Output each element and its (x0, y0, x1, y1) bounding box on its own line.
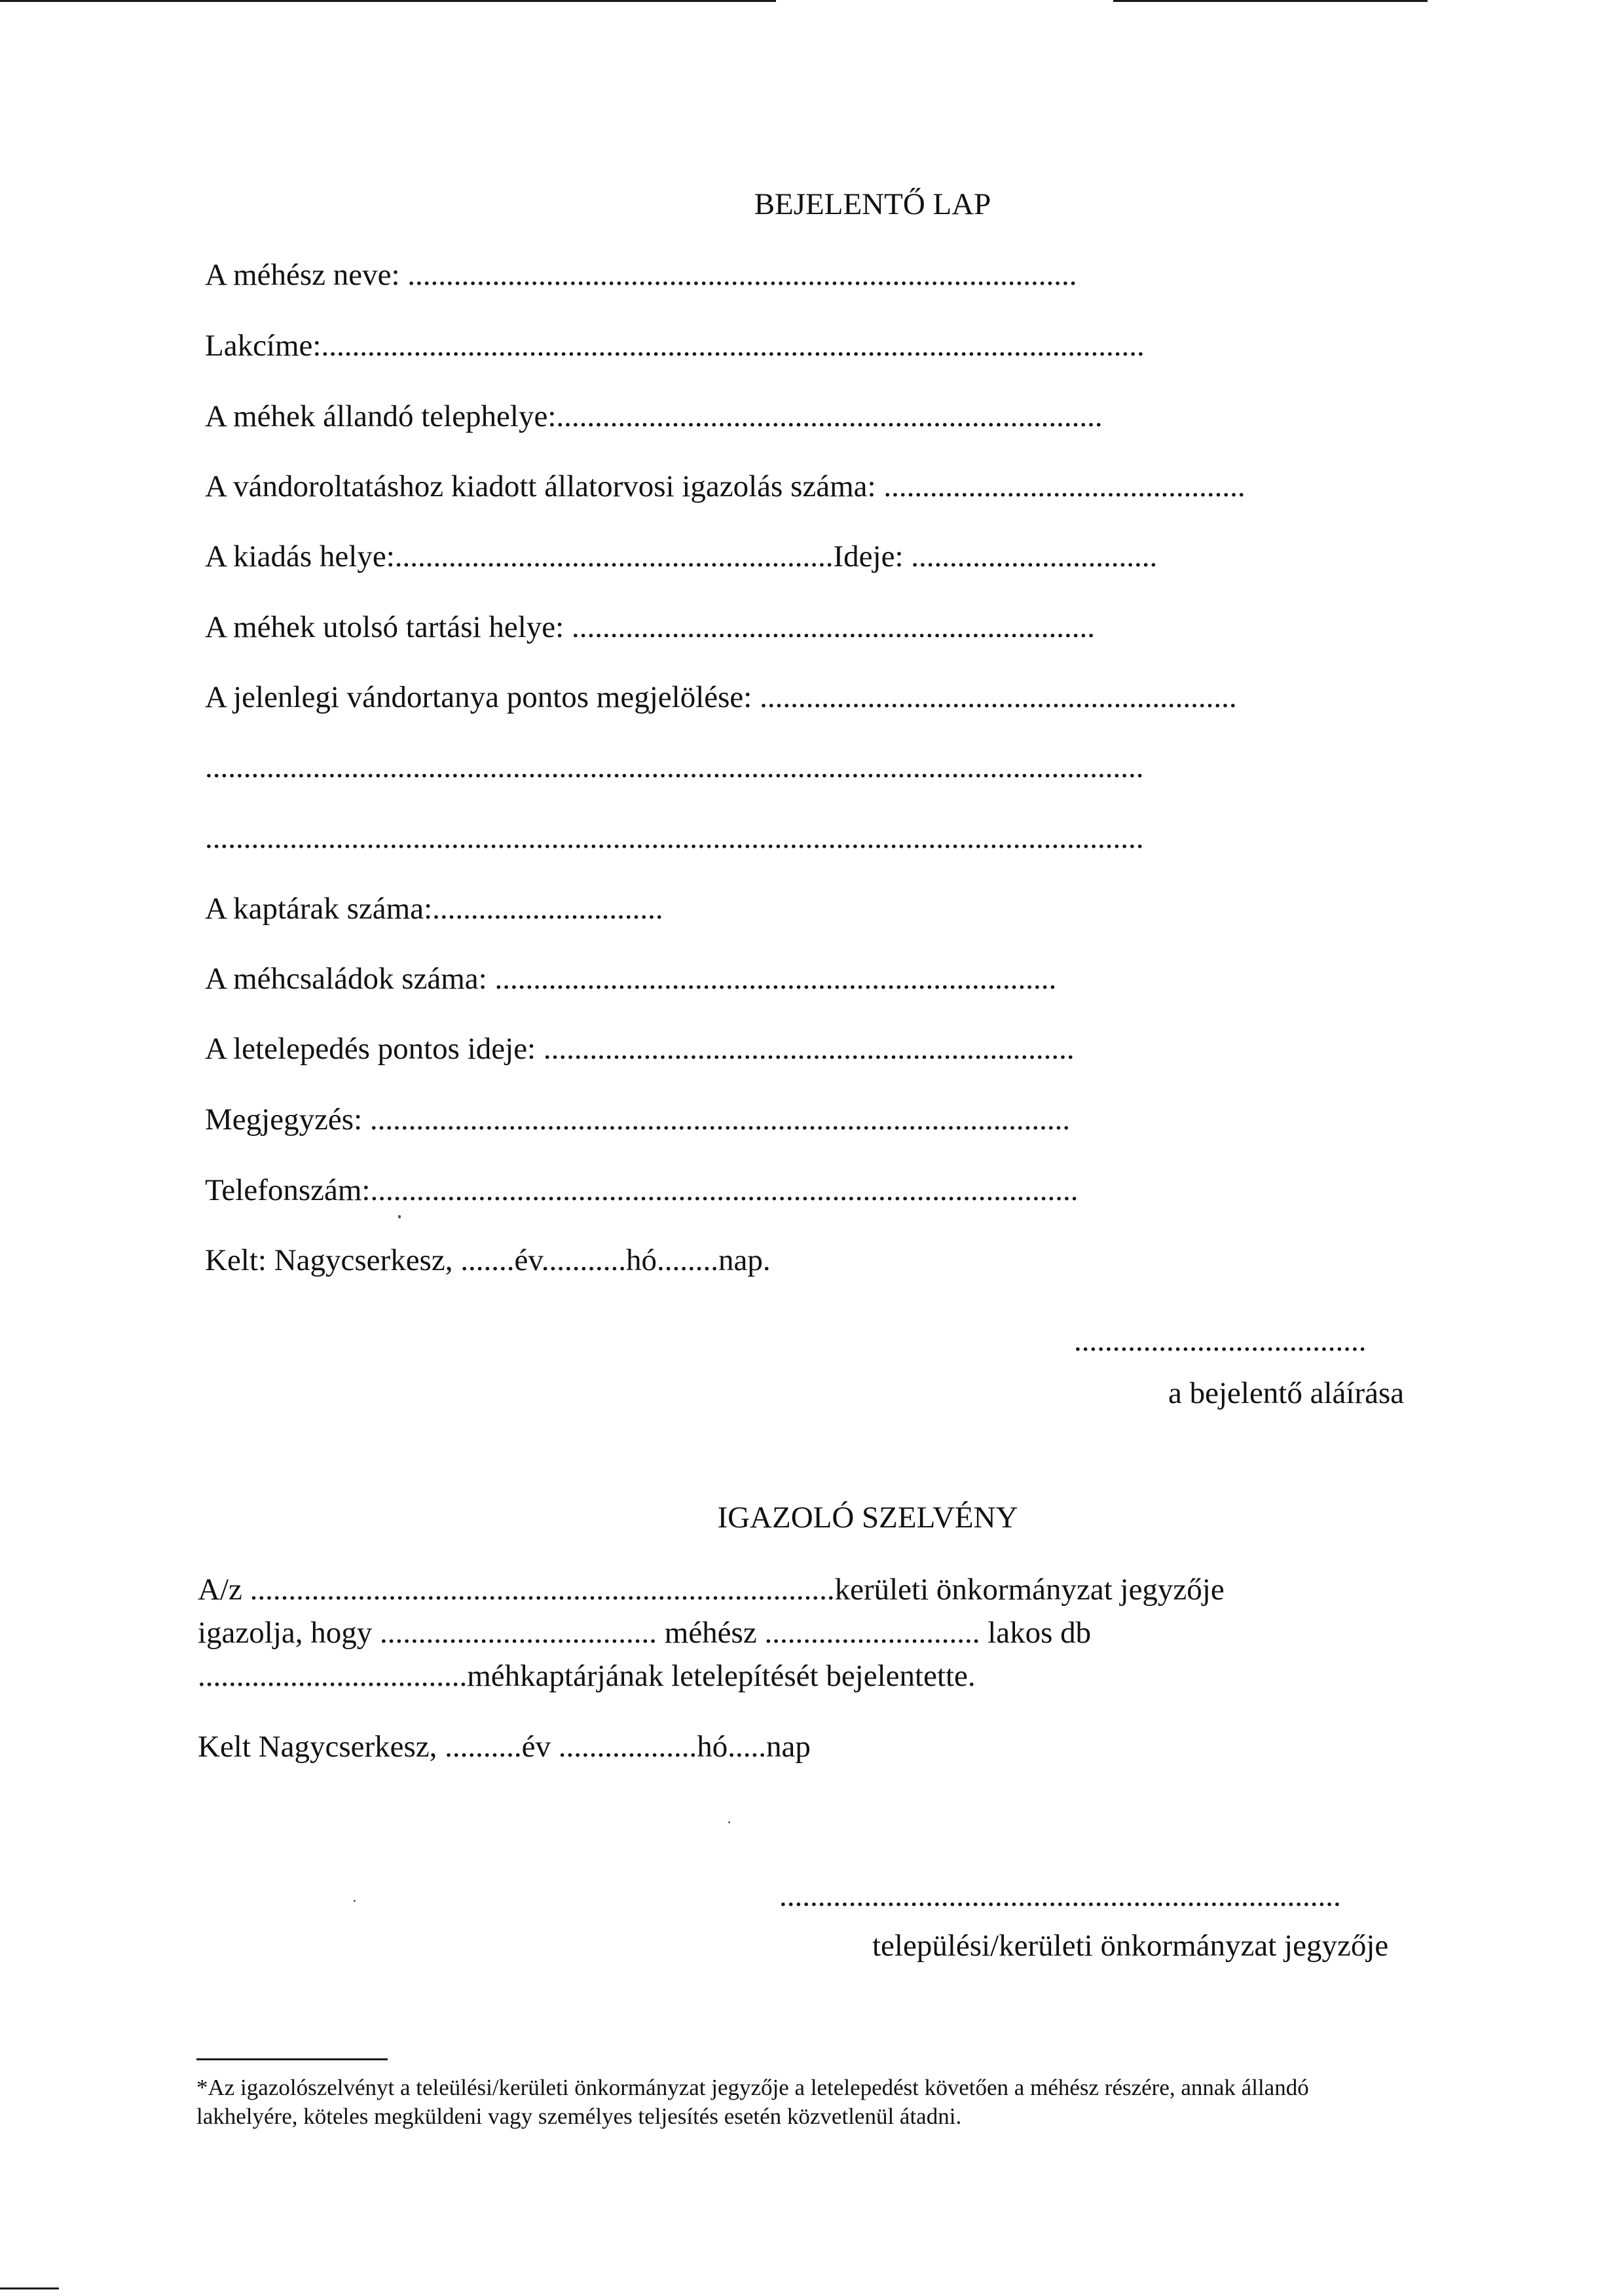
footnote-line-1: *Az igazolószelvényt a teleülési/kerületi önkormányzat jegyzője a letelepedést követően a méhész részére, annak állandó (196, 2075, 1309, 2100)
bottom-scan-line (0, 2287, 59, 2289)
top-scan-line-mid (1113, 0, 1428, 2)
form-line-vet-certificate: A vándoroltatáshoz kiadott állatorvosi igazolás száma: ............................................... (205, 469, 1246, 503)
form-line-current-site: A jelenlegi vándortanya pontos megjelölése: .............................................................. (205, 680, 1237, 714)
form-line-phone: Telefonszám:............................................................................................ (205, 1173, 1079, 1207)
scan-speck (398, 1215, 401, 1218)
signature-dots: ...................................... (1074, 1324, 1367, 1358)
form-line-blank-2: .......................................................................................................................... (205, 821, 1144, 855)
form-line-hive-count: A kaptárak száma:.............................. (205, 892, 663, 926)
form-line-remark: Megjegyzés: ........................................................................................... (205, 1102, 1071, 1137)
certificate-title: IGAZOLÓ SZELVÉNY (717, 1501, 1018, 1535)
form-line-settlement-date: A letelepedés pontos ideje: ..................................................................... (205, 1032, 1075, 1066)
form-line-beekeeper-name: A méhész neve: ....................................................................................... (205, 258, 1077, 292)
top-scan-line-left (0, 0, 776, 2)
form-line-blank-1: .......................................................................................................................... (205, 750, 1144, 784)
certificate-signature-label: települési/kerületi önkormányzat jegyzője (872, 1929, 1389, 1963)
form-line-last-site: A méhek utolsó tartási helye: .................................................................... (205, 610, 1095, 644)
form-line-address: Lakcíme:........................................................................................................... (205, 329, 1145, 363)
form-title: BEJELENTŐ LAP (754, 187, 991, 221)
footnote-line-2: lakhelyére, köteles megküldeni vagy személyes teljesítés esetén közvetlenül átadni. (196, 2104, 962, 2129)
certificate-line-1: A/z ............................................................................kerületi önkormányzat jegyzője (198, 1573, 1225, 1607)
form-line-dated: Kelt: Nagycserkesz, .......év...........hó........nap. (205, 1243, 771, 1277)
scan-speck (354, 1900, 356, 1902)
scan-speck (728, 1821, 730, 1823)
form-line-colony-count: A méhcsaládok száma: ......................................................................... (205, 962, 1057, 996)
footnote-separator (196, 2058, 388, 2060)
signature-label: a bejelentő aláírása (1168, 1376, 1405, 1410)
certificate-signature-dots: ......................................................................... (779, 1879, 1341, 1913)
form-line-permanent-site: A méhek állandó telephelye:....................................................................... (205, 399, 1103, 433)
certificate-line-3: ...................................méhkaptárjának letelepítését bejelentette. (198, 1659, 976, 1693)
certificate-line-2: igazolja, hogy .................................... méhész ............................ lakos db (198, 1616, 1092, 1650)
form-line-issue-place: A kiadás helye:.........................................................Ideje: ................................ (205, 539, 1158, 574)
certificate-line-4: Kelt Nagycserkesz, ..........év ..................hó.....nap (198, 1730, 811, 1764)
